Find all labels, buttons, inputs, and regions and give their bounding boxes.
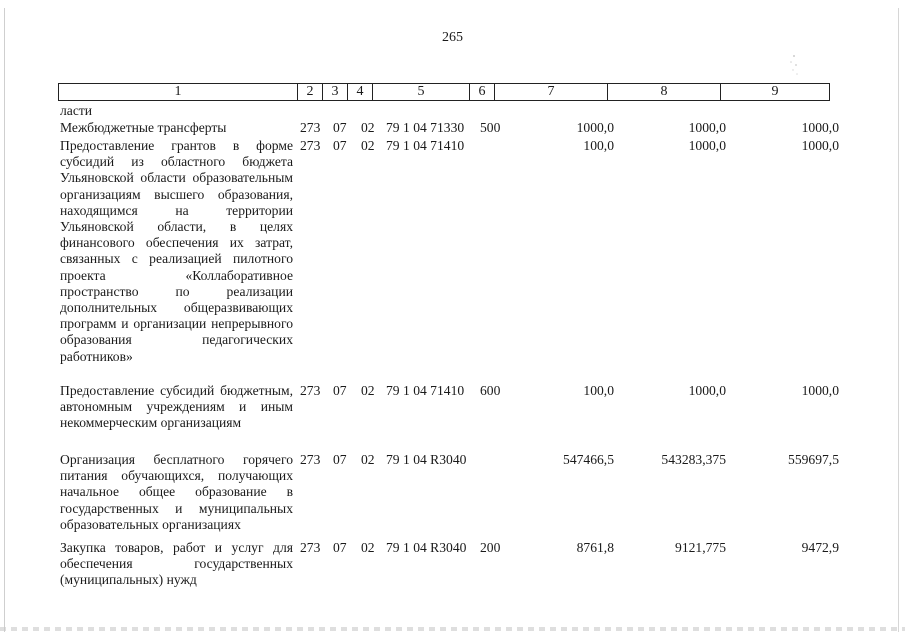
header-col-7: 7 [495, 84, 608, 101]
cell-amount-col7: 100,0 [583, 383, 614, 398]
cell-subsection: 02 [361, 452, 375, 467]
cell-amount-col9: 559697,5 [788, 452, 839, 467]
cell-amount-col9: 1000,0 [801, 138, 839, 153]
cell-amount-col7: 1000,0 [576, 120, 614, 135]
header-col-1: 1 [59, 84, 298, 101]
cell-amount-col9: 1000,0 [801, 120, 839, 135]
cell-admin-code: 273 [300, 138, 321, 153]
cell-subsection: 02 [361, 383, 375, 398]
header-col-6: 6 [470, 84, 495, 101]
cell-amount-col9: 9472,9 [801, 540, 839, 555]
cell-amount-col7: 8761,8 [576, 540, 614, 555]
cell-subsection: 02 [361, 540, 375, 555]
cell-amount-col8: 543283,375 [661, 452, 726, 467]
cell-section: 07 [333, 383, 347, 398]
cell-section: 07 [333, 138, 347, 153]
column-header-table [58, 83, 830, 101]
header-col-8: 8 [608, 84, 721, 101]
cell-amount-col8: 1000,0 [688, 138, 726, 153]
cell-expense-type: 600 [480, 383, 501, 398]
cell-subsection: 02 [361, 138, 375, 153]
cell-admin-code: 273 [300, 383, 321, 398]
cell-amount-col9: 1000,0 [801, 383, 839, 398]
cell-amount-col7: 100,0 [583, 138, 614, 153]
cell-target-article: 79 1 04 R3040 [386, 452, 467, 467]
header-col-5: 5 [373, 84, 470, 101]
row-description: Предоставление субсидий бюджетным, автономным учреждениям и иным некоммерческим организациям [60, 383, 293, 431]
row-description: ласти [60, 103, 93, 118]
cell-target-article: 79 1 04 71410 [386, 138, 465, 153]
cell-amount-col8: 1000,0 [688, 383, 726, 398]
cell-target-article: 79 1 04 71330 [386, 120, 465, 135]
cell-target-article: 79 1 04 71410 [386, 383, 465, 398]
row-description: Предоставление грантов в форме субсидий из областного бюджета Ульяновской области образовательным организациям высшего образования, находящимся на территории Ульяновской области, в целях финансового обеспечения их затрат, связанных с реализацией пилотного проекта «Коллаборативное пространство по реализации дополнительных общеразвивающих программ и организации непрерывного образования педагогических работников» [60, 138, 293, 364]
scan-mark [786, 50, 802, 78]
page-number: 265 [442, 30, 463, 45]
cell-section: 07 [333, 452, 347, 467]
header-col-3: 3 [323, 84, 348, 101]
header-col-2: 2 [298, 84, 323, 101]
cell-target-article: 79 1 04 R3040 [386, 540, 467, 555]
cell-admin-code: 273 [300, 120, 321, 135]
cell-section: 07 [333, 120, 347, 135]
cell-expense-type: 200 [480, 540, 501, 555]
header-col-4: 4 [348, 84, 373, 101]
row-description: Организация бесплатного горячего питания обучающихся, получающих начальное общее образование в государственных и муниципальных образовательных организациях [60, 452, 293, 532]
cell-subsection: 02 [361, 120, 375, 135]
cell-amount-col8: 9121,775 [675, 540, 726, 555]
header-col-9: 9 [721, 84, 830, 101]
row-description: Закупка товаров, работ и услуг для обеспечения государственных (муниципальных) нужд [60, 540, 293, 588]
cell-admin-code: 273 [300, 540, 321, 555]
cell-amount-col8: 1000,0 [688, 120, 726, 135]
cell-section: 07 [333, 540, 347, 555]
scan-edge-noise [0, 627, 905, 631]
cell-amount-col7: 547466,5 [563, 452, 614, 467]
row-description: Межбюджетные трансферты [60, 120, 227, 135]
cell-expense-type: 500 [480, 120, 501, 135]
cell-admin-code: 273 [300, 452, 321, 467]
